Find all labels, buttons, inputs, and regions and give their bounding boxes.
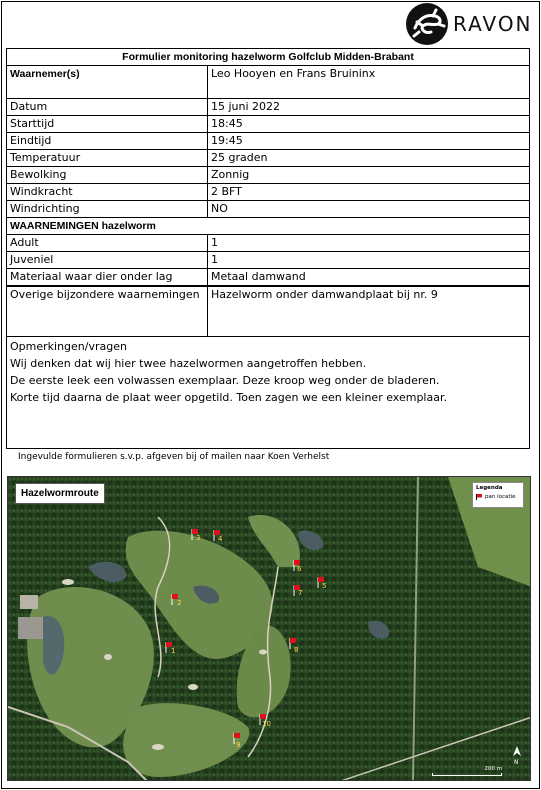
- cloud-cover-label: Bewolking: [7, 167, 208, 184]
- temperature-value: 25 graden: [208, 150, 530, 167]
- scale-label: 200 m: [484, 766, 502, 772]
- map-legend: [472, 482, 524, 508]
- legend-title: Legenda: [476, 485, 503, 491]
- date-label: Datum: [7, 99, 208, 116]
- adult-label: Adult: [7, 235, 208, 252]
- svg-text:N: N: [514, 759, 519, 766]
- svg-text:7: 7: [298, 589, 303, 597]
- north-arrow-icon: [510, 744, 524, 766]
- end-time-label: Eindtijd: [7, 133, 208, 150]
- notes-line: De eerste leek een volwassen exemplaar. Deze kroop weg onder de bladeren.: [10, 373, 440, 387]
- wind-direction-label: Windrichting: [7, 201, 208, 218]
- red-flag-icon: [476, 494, 482, 500]
- svg-text:2: 2: [177, 599, 182, 607]
- aerial-map-image: [8, 477, 531, 781]
- temperature-label: Temperatuur: [7, 150, 208, 167]
- juvenile-label: Juveniel: [7, 252, 208, 269]
- juvenile-value: 1: [208, 252, 530, 269]
- wind-force-label: Windkracht: [7, 184, 208, 201]
- wind-force-value: 2 BFT: [208, 184, 530, 201]
- wind-direction-value: NO: [208, 201, 530, 218]
- route-map: [7, 476, 531, 781]
- svg-text:4: 4: [218, 535, 223, 543]
- legend-item-label: pan locatie: [485, 494, 516, 500]
- svg-text:1: 1: [171, 647, 176, 655]
- other-observations-value: Hazelworm onder damwandplaat bij nr. 9: [208, 286, 530, 336]
- scale-bar-line: [432, 773, 502, 776]
- adult-value: 1: [208, 235, 530, 252]
- svg-text:8: 8: [294, 646, 299, 654]
- end-time-value: 19:45: [208, 133, 530, 150]
- lizard-logo-icon: [405, 2, 449, 46]
- monitoring-form: [6, 48, 530, 449]
- map-title: Hazelwormroute: [15, 483, 105, 504]
- material-label: Materiaal waar dier onder lag: [7, 269, 208, 287]
- date-value: 15 juni 2022: [208, 99, 530, 116]
- other-observations-label: Overige bijzondere waarnemingen: [7, 286, 208, 336]
- notes-line: Wij denken dat wij hier twee hazelwormen aangetroffen hebben.: [10, 356, 367, 370]
- form-title: Formulier monitoring hazelworm Golfclub Midden-Brabant: [7, 49, 530, 66]
- observers-value: Leo Hooyen en Frans Bruininx: [208, 66, 530, 99]
- cloud-cover-value: Zonnig: [208, 167, 530, 184]
- notes-label: Opmerkingen/vragen: [10, 339, 127, 353]
- svg-text:3: 3: [196, 534, 201, 542]
- legend-item: [476, 494, 520, 500]
- ravon-logo: [405, 2, 535, 46]
- material-value: Metaal damwand: [208, 269, 530, 287]
- observations-heading: WAARNEMINGEN hazelworm: [7, 218, 530, 235]
- scale-bar: [432, 766, 502, 776]
- logo-text: RAVON: [453, 12, 533, 36]
- svg-text:6: 6: [297, 565, 302, 573]
- svg-text:9: 9: [236, 741, 241, 749]
- notes-cell: [7, 336, 530, 448]
- observers-label: Waarnemer(s): [7, 66, 208, 99]
- start-time-label: Starttijd: [7, 116, 208, 133]
- start-time-value: 18:45: [208, 116, 530, 133]
- svg-text:5: 5: [322, 582, 327, 590]
- svg-text:10: 10: [262, 720, 271, 728]
- notes-line: Korte tijd daarna de plaat weer opgetild. Toen zagen we een kleiner exemplaar.: [10, 390, 447, 404]
- footer-note: Ingevulde formulieren s.v.p. afgeven bij of mailen naar Koen Verhelst: [18, 452, 330, 462]
